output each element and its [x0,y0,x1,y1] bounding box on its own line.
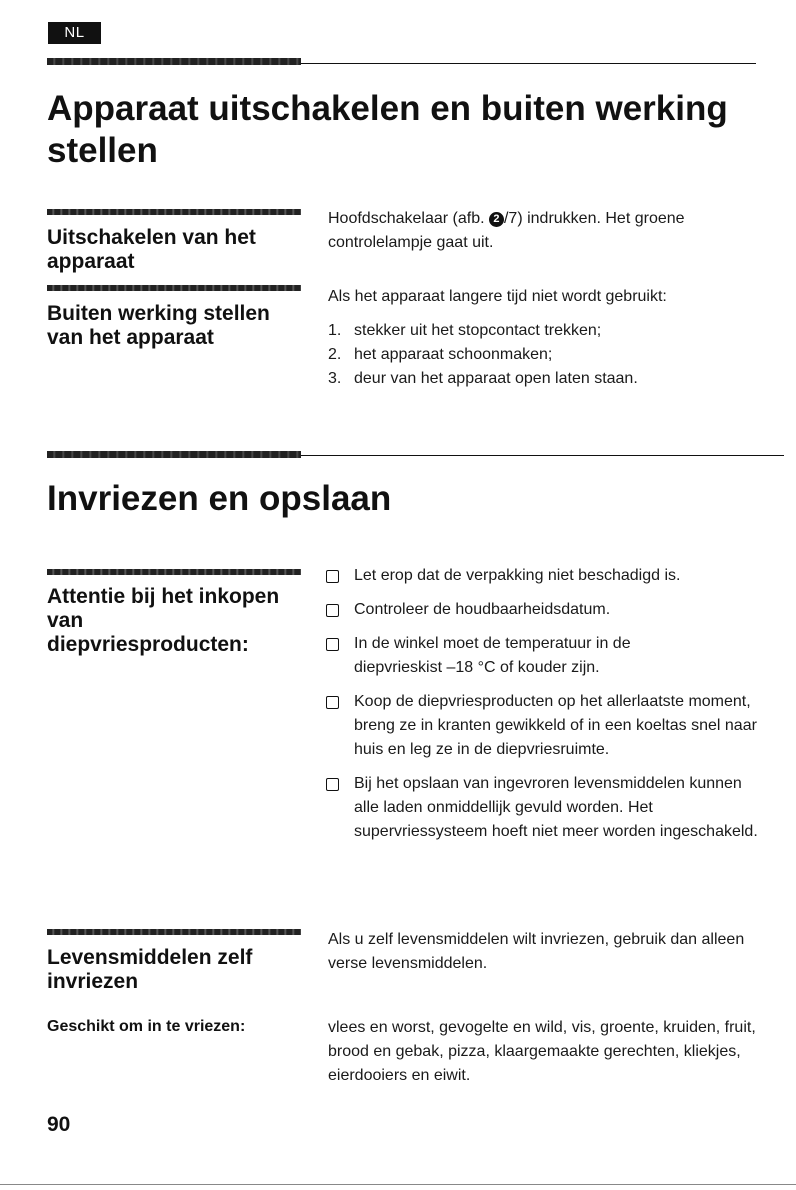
sub-heading-switch-off: Uitschakelen van het apparaat [47,226,256,273]
checkbox-icon [326,638,339,651]
section-rule-top-line [301,63,756,64]
list-item [324,772,764,844]
step-number: 2. [328,346,342,363]
switch-off-text [328,207,768,255]
sub-heading-buying-frozen: Attentie bij het inkopen van diepvriesproducten: [47,585,280,656]
step-text: deur van het apparaat open laten staan. [354,370,638,387]
checklist-text: Let erop dat de verpakking niet beschadigd is. [354,567,681,584]
switch-off-text-a: Hoofdschakelaar (afb. [328,210,489,227]
checkbox-icon [326,604,339,617]
list-item [328,319,768,343]
checkbox-icon [326,778,339,791]
checkbox-icon [326,570,339,583]
step-number: 3. [328,370,342,387]
decommission-steps [328,319,768,391]
sub-heading-suitable: Geschikt om in te vriezen: [47,1018,246,1035]
step-number: 1. [328,322,342,339]
sub-heading-decommission: Buiten werking stellen van het apparaat [47,302,270,349]
page-number: 90 [47,1113,71,1136]
decommission-intro: Als het apparaat langere tijd niet wordt gebruikt: [328,288,667,305]
buying-checklist [324,564,764,854]
subsection-rule [47,569,301,575]
checklist-text: In de winkel moet de temperatuur in de diepvrieskist –18 °C of kouder zijn. [354,635,631,676]
section-rule-top [47,58,301,65]
freeze-yourself-text: Als u zelf levensmiddelen wilt invriezen, gebruik dan alleen verse levensmiddelen. [328,931,745,972]
sub-heading-freeze-yourself: Levensmiddelen zelf invriezen [47,946,253,993]
figure-ref-icon: 2 [489,212,504,227]
list-item [324,598,764,622]
checklist-text: Bij het opslaan van ingevroren levensmiddelen kunnen alle laden onmiddellijk gevuld worden. Het supervriessysteem hoeft niet meer worden ingeschakeld. [354,775,758,840]
language-badge: NL [48,22,101,44]
list-item [324,564,764,588]
step-text: stekker uit het stopcontact trekken; [354,322,602,339]
subsection-rule [47,209,301,215]
list-item [328,343,768,367]
checkbox-icon [326,696,339,709]
step-text: het apparaat schoonmaken; [354,346,553,363]
list-item [324,690,764,762]
footer-line [0,1184,796,1185]
section2-title: Invriezen en opslaan [47,479,392,518]
checklist-text: Controleer de houdbaarheidsdatum. [354,601,611,618]
subsection-rule [47,929,301,935]
section1-title: Apparaat uitschakelen en buiten werking stellen [47,89,728,170]
checklist-text: Koop de diepvriesproducten op het allerlaatste moment, breng ze in kranten gewikkeld of in een koeltas snel naar huis en leg ze in de diepvriesruimte. [354,693,757,758]
switch-off-text-b: /7) indrukken. Het groene controlelampje gaat uit. [328,210,685,251]
subsection-rule [47,285,301,291]
list-item [324,632,764,680]
suitable-foods-text: vlees en worst, gevogelte en wild, vis, groente, kruiden, fruit, brood en gebak, pizza, klaargemaakte gerechten, kliekjes, eierdooiers en eiwit. [328,1019,756,1084]
section-rule-mid [47,451,301,458]
section-rule-mid-line [301,455,784,456]
list-item [328,367,768,391]
